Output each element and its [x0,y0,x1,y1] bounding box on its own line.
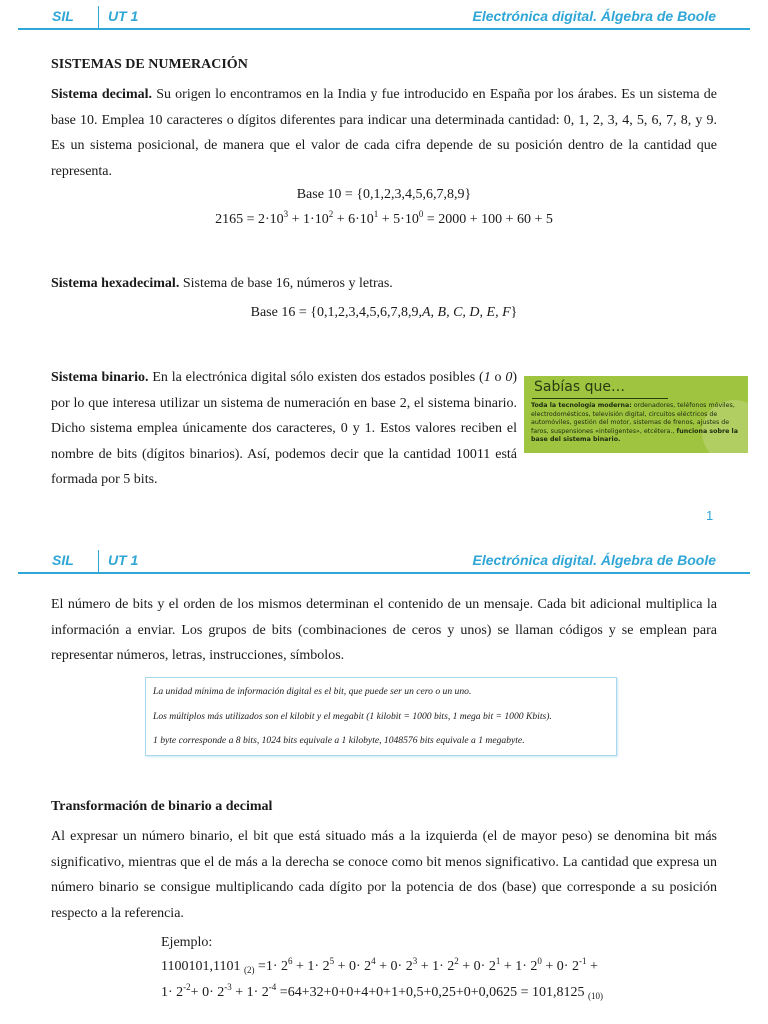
power-term: =1· 2 [257,959,289,974]
base16-letters: A, B, C, D, E, F [421,305,511,320]
power-term: + 1· 2 [292,959,330,974]
example-result: =64+32+0+0+4+0+1+0,5+0,25+0+0,0625 = 101,8125 [276,985,589,1000]
decimal-expansion [0,209,768,228]
binary-term: Sistema binario. [51,370,149,385]
header-divider [98,550,99,572]
decimal-term: Sistema decimal. [51,87,152,102]
power-exponent: -2 [183,982,191,992]
header-sil: SIL [52,552,74,568]
eq-term: + 5·10 [378,212,419,227]
eq-exponent: 1 [373,209,379,219]
binary-text: ) por lo que interesa utilizar un sistema de numeración en base 2, el sistema binario. Dicho sistema emplea únicamente dos caracteres, 0 y 1. Estos valores reciben el nombre de bits (dígitos binarios). Así, podemos decir que la cantidad 10011 está formada por 5 bits. [51,370,517,487]
example-number: 1100101,1101 [161,959,241,974]
sabias-bold: Toda la tecnología moderna: [531,402,632,409]
decimal-paragraph [51,82,717,184]
header-title: Electrónica digital. Álgebra de Boole [472,552,716,568]
sabias-title: Sabías que… [534,379,625,395]
sabias-que-box [524,376,748,453]
info-box [145,677,617,756]
eq-term: + 1·10 [288,212,329,227]
power-exponent: 2 [454,956,459,966]
binary-text: En la electrónica digital sólo existen dos estados posibles ( [152,370,484,385]
hex-term: Sistema hexadecimal. [51,276,180,291]
hex-text: Sistema de base 16, números y letras. [182,276,393,291]
power-term: + 1· 2 [500,959,538,974]
binary-one: 1 [483,370,491,385]
decimal-text: Su origen lo encontramos en la India y fue introducido en España por los árabes. Es un sistema de base 10. Emplea 10 caracteres o dígitos diferentes para indicar una determinada cantidad: 0, 1, 2, 3, 4, 5, 6, 7, 8, y 9. Es un sistema posicional, de manera que el valor de cada cifra depende de su posición dentro de la cantidad que representa. [51,87,717,179]
hex-paragraph [51,271,717,297]
sabias-underline [532,398,668,399]
page-header [18,546,750,574]
example-line-2 [161,982,604,1001]
base16-close: } [510,305,518,320]
eq-exponent: 0 [418,209,424,219]
power-exponent: 5 [329,956,335,966]
eq-exponent: 3 [283,209,289,219]
binary-decimal-paragraph: Al expresar un número binario, el bit que está situado más a la izquierda (el de mayor peso) se denomina bit más significativo, mientras que el de más a la derecha se conoce como bit menos significativo. La cantidad que expresa un número binario se consigue multiplicando cada dígito por la potencia de dos (base) que corresponde a su posición respecto a la referencia. [51,829,717,921]
section-heading: Transformación de binario a decimal [51,799,273,814]
eq-exponent: 2 [328,209,334,219]
power-term: 1· 2 [161,985,184,1000]
base-subscript: (10) [588,991,604,1001]
power-exponent: -3 [224,982,232,992]
info-line: 1 byte corresponde a 8 bits, 1024 bits equivale a 1 kilobyte, 1048576 bits equivale a 1 megabyte. [153,735,525,746]
page-number: 1 [706,508,714,523]
sabias-bold: funciona sobre la base del sistema binario. [531,427,738,444]
eq-term: 2165 = 2·10 [215,212,284,227]
binary-zero: 0 [505,370,513,385]
power-term: + 1· 2 [417,959,455,974]
header-sil: SIL [52,8,74,24]
binary-paragraph [51,365,517,493]
power-exponent: 0 [537,956,542,966]
intro-paragraph: El número de bits y el orden de los mismos determinan el contenido de un mensaje. Cada bit adicional multiplica la información a enviar. Los grupos de bits (combinaciones de ceros y unos) se llaman códigos y se emplean para representar números, letras, instrucciones, símbolos. [51,597,717,663]
header-divider [98,6,99,28]
header-title: Electrónica digital. Álgebra de Boole [472,8,716,24]
sabias-text: ordenadores, teléfonos móviles, electrodomésticos, televisión digital, circuitos eléctricos de automóviles, gestión del motor, sistemas de frenos, ajustes de faros, suspensiones «inteligentes», etcétera., [531,402,735,435]
power-term: + 0· 2 [375,959,413,974]
page-header [18,2,750,30]
base16-digits: 0,1,2,3,4,5,6,7,8,9, [316,305,422,320]
power-term: + 0· 2 [190,985,225,1000]
power-term: + 0· 2 [334,959,372,974]
example-line-1 [161,956,598,975]
binary-text: o [490,370,506,385]
power-term: + 1· 2 [231,985,269,1000]
header-unit: UT 1 [108,552,139,568]
power-exponent: 6 [288,956,293,966]
header-unit: UT 1 [108,8,139,24]
base16-set [0,305,768,321]
power-term: + [586,959,598,974]
eq-term: + 6·10 [333,212,374,227]
power-term: + 0· 2 [458,959,496,974]
info-line: La unidad mínima de información digital es el bit, que puede ser un cero o un uno. [153,686,472,697]
power-exponent: 3 [412,956,418,966]
power-exponent: -1 [578,956,587,966]
base10-set: Base 10 = {0,1,2,3,4,5,6,7,8,9} [296,187,472,202]
power-exponent: 4 [371,956,376,966]
eq-result: = 2000 + 100 + 60 + 5 [423,212,553,227]
power-exponent: -4 [268,982,277,992]
base16-label: Base 16 = { [250,305,317,320]
sabias-body [531,402,745,445]
info-line: Los múltiplos más utilizados son el kilobit y el megabit (1 kilobit = 1000 bits, 1 mega bit = 1000 Kbits). [153,711,552,722]
example-label: Ejemplo: [161,935,213,950]
power-term: + 0· 2 [541,959,579,974]
power-exponent: 1 [495,956,501,966]
section-heading: SISTEMAS DE NUMERACIÓN [51,57,248,72]
base-subscript: (2) [243,965,255,975]
